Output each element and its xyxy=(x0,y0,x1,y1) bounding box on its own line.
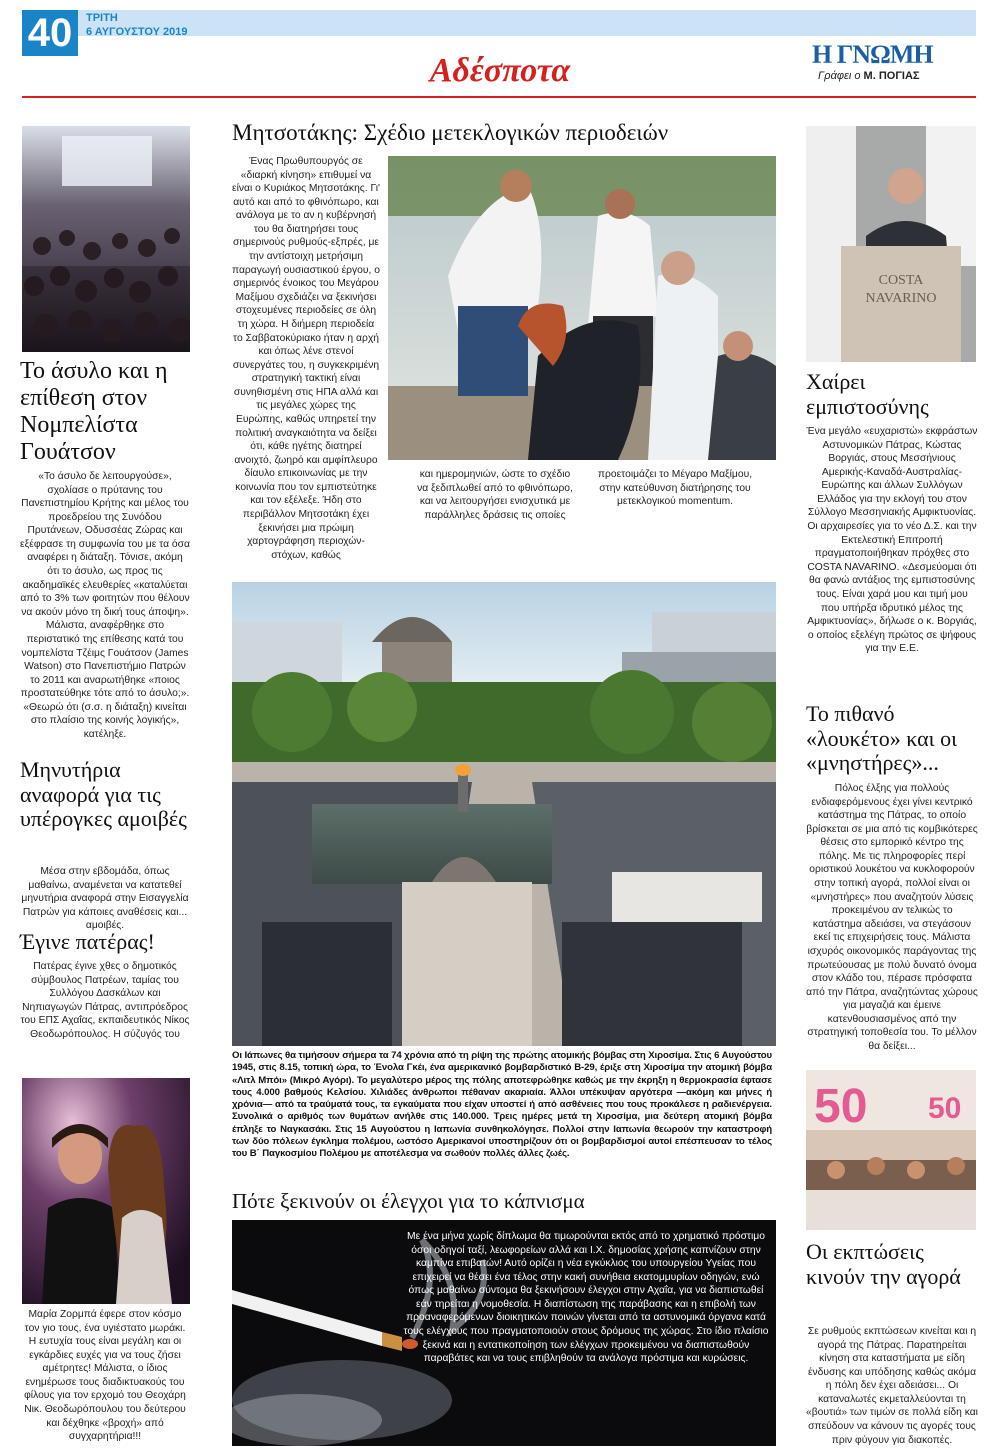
podium-text-costa: COSTA xyxy=(878,273,924,288)
sale-sign-right: 50 xyxy=(928,1092,962,1125)
issue-day: ΤΡΙΤΗ xyxy=(86,12,118,24)
mitsotakis-body-col3: προετοιμάζει το Μέγαρο Μαξίμου, στην κατεύθυνση διατήρησης του μετεκλογικού momentum. xyxy=(597,469,753,508)
hiroshima-caption: Οι Ιάπωνες θα τιμήσουν σήμερα τα 74 χρόνια από τη ρίψη της πρώτης ατομικής βόμβας στη Χιροσίμα. Στις 6 Αυγούστου 1945, στις 8.15, τοπική ώρα, το Ένολα Γκέι, ένα αμερικανικό βομβαρδιστικό Β-29, έριξε στη Χιροσίμα την ατομική βόμβα «Λιτλ Μπόι» (Μικρό Αγόρι). Το μεγαλύτερο μέρος της πόλης αποτεφρώθηκε καθώς με την έκρηξη η θερμοκρασία έφτασε τους 4.000 βαθμούς Κελσίου. Χιλιάδες άνθρωποι πέθαναν ακαριαία. Άλλοι υπέκυψαν αργότερα —ακόμη και μήνες ή χρόνια— από τα τραύματά τους, τα εγκαύματα που είχαν υποστεί ή από ασθένειες που τους προκάλεσε η ραδιενέργεια. Συνολικά ο αριθμός των θυμάτων ανήλθε στις 140.000. Τρεις ημέρες μετά τη Χιροσίμα, μια δεύτερη ατομική βόμβα έπληξε το Ναγκασάκι. Στις 15 Αυγούστου η Ιαπωνία συνθηκολόγησε. Πολλοί στην Ιαπωνία θεωρούν την καταστροφή των δύο πόλεων έγκλημα πολέμου, ωστόσο Αμερικανοί υποστηρίζουν ότι οι βομβαρδισμοί αυτοί επέσπευσαν το τέλος του Β΄ Παγκοσμίου Πολέμου με αποτέλεσμα να σωθούν πολλές άλλες ζωές. xyxy=(232,1050,772,1160)
minytiria-body: Μέσα στην εβδομάδα, όπως μαθαίνω, αναμένεται να κατατεθεί μηνυτήρια αναφορά στην Εισαγγελία Πατρών για κάποιες αναθέσεις και... αμοιβές. xyxy=(21,866,189,932)
header-band xyxy=(78,10,976,36)
kapnisma-body: Με ένα μήνα χωρίς δίπλωμα θα τιμωρούνται εκτός από το χρηματικό πρόστιμο όσοι οδηγοί ταξί, λεωφορείων αλλά και Ι.Χ. δημοσίας χρήσης καπνίζουν στην καμπίνα επιβατών! Αυτό ορίζει η νέα εγκύκλιος του υπουργείου Υγείας που επιχειρεί να θέσει ένα τέλος στην κακή συνήθεια εκατομμυρίων οδηγών, ενώ όπως μαθαίνω σύντομα θα ξεκινήσουν έλεγχοι στην Αχαΐα, για να διαπιστωθεί εάν τηρείται η νομοθεσία. Η διαπίστωση της παράβασης και η επιβολή των προαναφερόμενων διοικητικών ποινών γίνεται από τα αστυνομικά όργανα κατά τους ελέγχους που πραγματοποιούν στους δρόμους της χώρας. Στο ίδιο πλαίσιο ξεκινά και η εντατικοποίηση των ελέγχων προκειμένου να διαπιστωθούν παραβάτες και να τους επιβληθούν τα ανάλογα πρόστιμα και κυρώσεις. xyxy=(403,1231,769,1365)
mitsotakis-body: Ένας Πρωθυπουργός σε «διαρκή κίνηση» επιθυμεί να είναι ο Κυριάκος Μητσοτάκης. Γι' αυτό και από το φθινόπωρο, και ανάλογα με το αν η κυβέρνησή του θα διατηρήσει τους σημερινούς ρυθμούς-εξπρές, με την αντίστοιχη μετρήσιμη παραγωγή ουσιαστικού έργου, ο σημερινός ένοικος του Μεγάρου Μαξίμου σχεδιάζει να ξεκινήσει στοχευμένες περιοδείες σε όλη τη χώρα. Η διήμερη περιοδεία το Σαββατοκύριακο ήταν η αρχή και όπως λένε στενοί συνεργάτες του, η συγκεκριμένη στρατηγική τακτική είναι συνηθισμένη στις ΗΠΑ αλλά και τις μεγάλες χώρες της Ευρώπης, καθώς υπηρετεί την πολιτική αναγκαιότητα να δείξει ότι, κάθε ηγέτης διατηρεί ανοιχτό, ζωηρό και αμφίπλευρο δίαυλο επικοινωνίας με την κοινωνία που τον εμπιστεύτηκε και τον εξέλεξε. Ήδη στο περιβάλλον Μητσοτάκη έχει ξεκινήσει μια πρώιμη χαρτογράφηση περιοχών-στόχων, καθώς xyxy=(232,156,380,561)
byline-author: Μ. ΠΟΓΙΑΣ xyxy=(863,70,920,82)
louketo-body: Πόλος έλξης για πολλούς ενδιαφερόμενους έχει γίνει κεντρικό κατάστημα της Πάτρας, το οποίο βρίσκεται σε μια από τις κομβικότερες θέσεις στο εμπορικό κέντρο της πόλης. Με τις πληροφορίες περί οριστικού λουκέτου να κυκλοφορούν στην τοπική αγορά, πολλοί είναι οι «μνηστήρες» που αναζητούν λύσεις προκειμένου αν τελικώς το κατάστημα αδειάσει, να στεγάσουν εκεί τις επιχειρήσεις τους. Μάλιστα ισχυρός οικονομικός παράγοντας της πρωτεύουσας με πολύ δυνατό όνομα στον κλάδο του, πέρασε πρόσφατα από την Πάτρα, αναζητώντας χώρους για μαγαζιά και έμεινε κατενθουσιασμένος από την στρατηγική τοποθεσία του. Το μέλλον θα δείξει... xyxy=(806,783,978,1052)
page-header xyxy=(0,0,1000,96)
xairei-body: Ένα μεγάλο «ευχαριστώ» εκφράστων Αστυνομικών Πάτρας, Κώστας Βοργιάς, στους Μεσσήνιους Αμερικής-Καναδά-Αυστραλίας-Ευρώπης και άλλων Συλλόγων Ελλάδος για την εκλογή του στον Σύλλογο Μεσσηνιακής Αμφικτυονίας. Οι αρχαιρεσίες για το νέο Δ.Σ. και την Εκτελεστική Επιτροπή πραγματοποιήθηκαν πρόχθες στο COSTA NAVARINO. «Δεσμεύομαι ότι θα φανώ αντάξιος της εμπιστοσύνης τους. Είναι χαρά μου και τιμή μου που υπήρξα ιδρυτικό μέλος της Αμφικτυονίας», δήλωσε ο κ. Βοργιάς, ο οποίος εξελέγη πρώτος σε ψήφους για την Ε.Ε. xyxy=(806,426,978,655)
kapnisma-headline: Πότε ξεκινούν οι έλεγχοι για το κάπνισμα xyxy=(232,1189,585,1213)
byline xyxy=(818,70,920,82)
page-number: 40 xyxy=(22,10,78,56)
byline-prefix: Γράφει ο xyxy=(818,70,861,82)
couple-photo xyxy=(22,1078,190,1304)
minytiria-headline: Μηνυτήρια αναφορά για τις υπέρογκες αμοιβές xyxy=(20,757,187,832)
issue-date: 6 ΑΥΓΟΥΣΤΟΥ 2019 xyxy=(86,26,188,38)
section-title: Αδέσποτα xyxy=(429,52,571,89)
xairei-headline: Χαίρει εμπιστοσύνης xyxy=(806,369,929,419)
newspaper-logo: Η ΓΝΩΜΗ xyxy=(812,40,933,69)
asylo-headline: Το άσυλο και η επίθεση στον Νομπελίστα Γουάτσον xyxy=(20,358,168,465)
podium-text-navarino: NAVARINO xyxy=(865,291,937,306)
pateras-body: Πατέρας έγινε χθες ο δημοτικός σύμβουλος Πατρέων, ταμίας του Συλλόγου Δασκάλων και Νηπιαγωγών Πάτρας, αντιπρόεδρος του ΕΠΣ Αχαΐας, εκπαιδευτικός Νίκος Θεοδωρόπουλος. Η σύζυγός του xyxy=(20,961,190,1040)
sale-sign-left: 50 xyxy=(814,1080,868,1133)
header-rule xyxy=(22,96,976,98)
mitsotakis-headline: Μητσοτάκης: Σχέδιο μετεκλογικών περιοδειών xyxy=(232,120,669,145)
pateras-body-continued: Μαρία Ζορμπά έφερε στον κόσμο τον γιο τους, ένα υγιέστατο μωράκι. Η ευτυχία τους είναι μεγάλη και οι εγκάρδιες ευχές για να τους ζήσει αμέτρητες! Μάλιστα, ο ίδιος ενημέρωσε τους διαδικτυακούς του φίλους για τον ερχομό του Θεοχάρη Νικ. Θεοδωρόπουλου του δεύτερου και δέχθηκε «βροχή» από συγχαρητήρια!!! xyxy=(24,1309,186,1443)
mitsotakis-body-col2: και ημερομηνιών, ώστε το σχέδιο να ξεδιπλωθεί από το φθινόπωρο, και να λειτουργήσει ενισχυτικά με παράλληλες δράσεις τις οποίες xyxy=(417,469,573,521)
louketo-headline: Το πιθανό «λουκέτο» και οι «μνηστήρες»... xyxy=(806,701,957,776)
pateras-headline: Έγινε πατέρας! xyxy=(20,929,155,954)
asylo-body: «Το άσυλο δε λειτουργούσε», σχολίασε ο πρύτανης του Πανεπιστημίου Κρήτης και μέλος του προεδρείου της Συνόδου Πρυτάνεων, Οδυσσέας Ζώρας και εξέφρασε τη συμφωνία του με τα όσα αναφέρει η διάταξη. Τόνισε, ακόμη ότι το άσυλο, ως προς τις ακαδημαϊκές ελευθερίες «καταλύεται από το 3% των φοιτητών που θέλουν να ακούν μόνο τη δική τους άποψη». Μάλιστα, αναφέρθηκε στο περιστατικό της επίθεσης κατά του νομπελίστα Τζέιμς Γουάτσον (James Watson) στο Πανεπιστήμιο Πατρών το 2011 και αναρωτήθηκε «ποιος προστατεύθηκε τότε από το άσυλο;». «Θεωρώ ότι (σ.σ. η διάταξη) κινείται στο πλαίσιο της κοινής λογικής», κατέληξε. xyxy=(20,471,190,740)
ekptoseis-headline: Οι εκπτώσεις κινούν την αγορά xyxy=(806,1239,961,1289)
ekptoseis-body: Σε ρυθμούς εκπτώσεων κινείται και η αγορά της Πάτρας. Παρατηρείται κίνηση στα καταστήματα με είδη ένδυσης και υπόδησης καθώς ακόμα η πόλη δεν έχει αδειάσει... Οι καταναλωτές εκμεταλλεύονται τη «βουτιά» των τιμών σε πολλά είδη και σπεύδουν να κάνουν τις αγορές τους πριν φύγουν για διακοπές. xyxy=(806,1326,978,1446)
lecture-hall-photo xyxy=(22,126,190,352)
podium-speaker-photo xyxy=(806,126,976,362)
sales-store-photo xyxy=(806,1070,976,1230)
hiroshima-memorial-photo xyxy=(232,582,776,1046)
mitsotakis-crowd-photo xyxy=(388,156,776,460)
